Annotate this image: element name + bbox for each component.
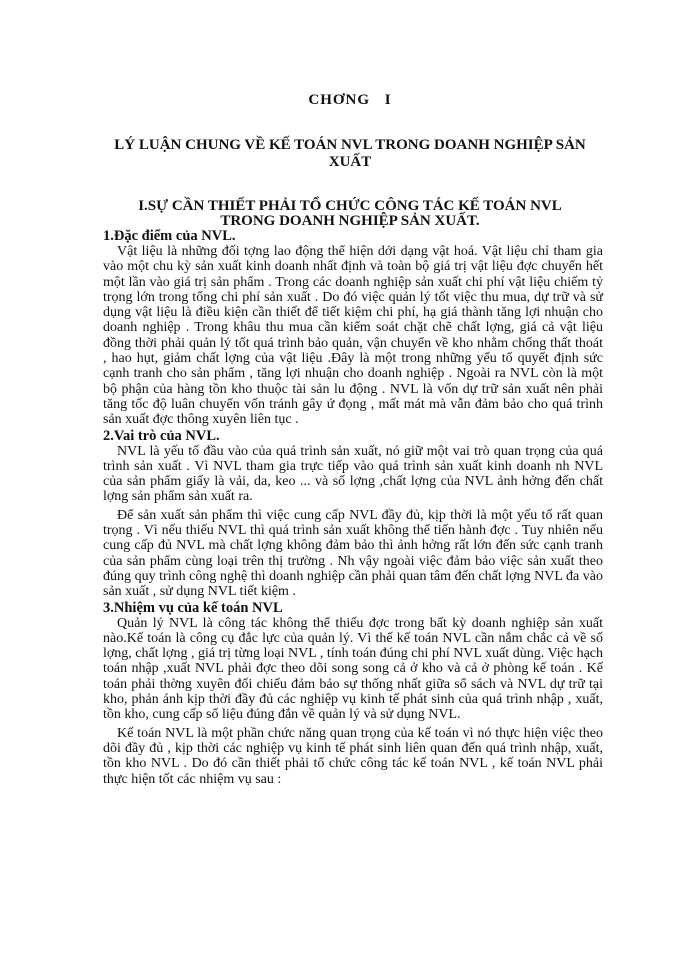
paragraph: Vật liệu là những đối tợng lao động thể hiện dới dạng vật hoá. Vật liệu chỉ tham gia vào một chu kỳ sản xuất kinh doanh nhất định và toàn bộ giá trị vật liệu đợc chuyển hết một lần vào giá trị sản phẩm . Trong các doanh nghiệp sản xuất chi phí vật liệu chiếm tỷ trọng lớn trong tổng chi phí sản xuất . Do đó việc quản lý tốt việc thu mua, dự trữ và sử dụng vật liệu là điều kiện cần thiết để tiết kiệm chi phí, hạ giá thành tăng lợi nhuận cho doanh nghiệp . Trong khâu thu mua cần kiểm soát chặt chẽ chất lợng, giá cả vật liệu đồng thời phải quản lý tốt quá trình bảo quản, vận chuyển về kho nhằm chống thất thoát , hao hụt, giảm chất lợng của vật liệu .Đây là một trong những yếu tố quyết định sức cạnh tranh cho sản phẩm , tăng lợi nhuận cho doanh nghiệp . Ngoài ra NVL còn là một bộ phận của hàng tồn kho thuộc tài sản lu động . NVL là vốn dự trữ sản xuất nên phải tăng tốc độ luân chuyển vốn tránh gây ứ đọng , mất mát mà vẫn đảm bảo cho quá trình sản xuất đợc thông xuyên liên tục .	[103, 244, 603, 428]
paragraph: Kế toán NVL là một phần chức năng quan trọng của kế toán vì nó thực hiện việc theo dõi đầy đủ , kịp thời các nghiệp vụ kinh tế phát sinh liên quan đến quá trình nhập, xuất, tồn kho NVL . Do đó cần thiết phải tổ chức công tác kế toán NVL , kế toán NVL phải thực hiện tốt các nhiệm vụ sau :	[103, 725, 603, 787]
chapter-title: LÝ LUẬN CHUNG VỀ KẾ TOÁN NVL TRONG DOANH NGHIỆP SẢN XUẤT	[114, 137, 586, 170]
paragraph: Để sản xuất sản phẩm thì việc cung cấp NVL đầy đủ, kịp thời là một yếu tố rất quan trọng . Vì nếu thiếu NVL thì quá trình sản xuất không thể tiến hành đợc . Tuy nhiên nếu cung cấp đủ NVL mà chất lợng không đảm bảo thì ảnh hởng rất lớn đến sức cạnh tranh của sản phẩm cùng loại trên thị trường . Nh vậy ngoài việc đảm bảo việc sản xuất theo đúng quy trình công nghệ thì doanh nghiệp cần phải quan tâm đến chất lợng NVL đa vào sản xuất , sử dụng NVL tiết kiệm .	[103, 507, 603, 600]
paragraph: NVL là yếu tố đầu vào của quá trình sản xuất, nó giữ một vai trò quan trọng của quá trình sản xuất . Vì NVL tham gia trực tiếp vào quá trình sản xuất kinh doanh nh NVL của sản phẩm giấy là vải, da, keo ... và số lợng ,chất lợng của NVL ảnh hởng đến chất lợng sản phẩm sản xuất ra.	[103, 443, 603, 505]
subsection-heading-1: 1.Đặc điểm của NVL.	[103, 228, 236, 244]
paragraph: Quản lý NVL là công tác không thể thiếu đợc trong bất kỳ doanh nghiệp sản xuất nào.Kế toán là công cụ đắc lực của quản lý. Vì thế kế toán NVL cần nắm chắc cả về số lợng, chất lợng , giá trị từng loại NVL , tính toán đúng chi phí NVL xuất dùng. Việc hạch toán nhập ,xuất NVL phải đợc theo dõi song song cả ở kho và cả ở phòng kế toán . Kế toán phải thờng xuyên đối chiếu đảm bảo sự thống nhất giữa sổ sách và NVL dự trữ tại kho, phản ánh kịp thời đầy đủ các nghiệp vụ kinh tế phát sinh của quá trình nhập , xuất, tồn kho, cung cấp số liệu đúng đắn về quản lý và sử dụng NVL.	[103, 615, 603, 723]
section-title: I.SỰ CẦN THIẾT PHẢI TỔ CHỨC CÔNG TÁC KẾ TOÁN NVL TRONG DOANH NGHIỆP SẢN XUẤT.	[138, 198, 562, 229]
chapter-heading: CHƠNG I	[308, 92, 392, 108]
subsection-heading-3: 3.Nhiệm vụ của kế toán NVL	[103, 599, 283, 616]
document-body	[103, 228, 603, 787]
subsection-heading-2: 2.Vai trò của NVL.	[103, 427, 220, 444]
